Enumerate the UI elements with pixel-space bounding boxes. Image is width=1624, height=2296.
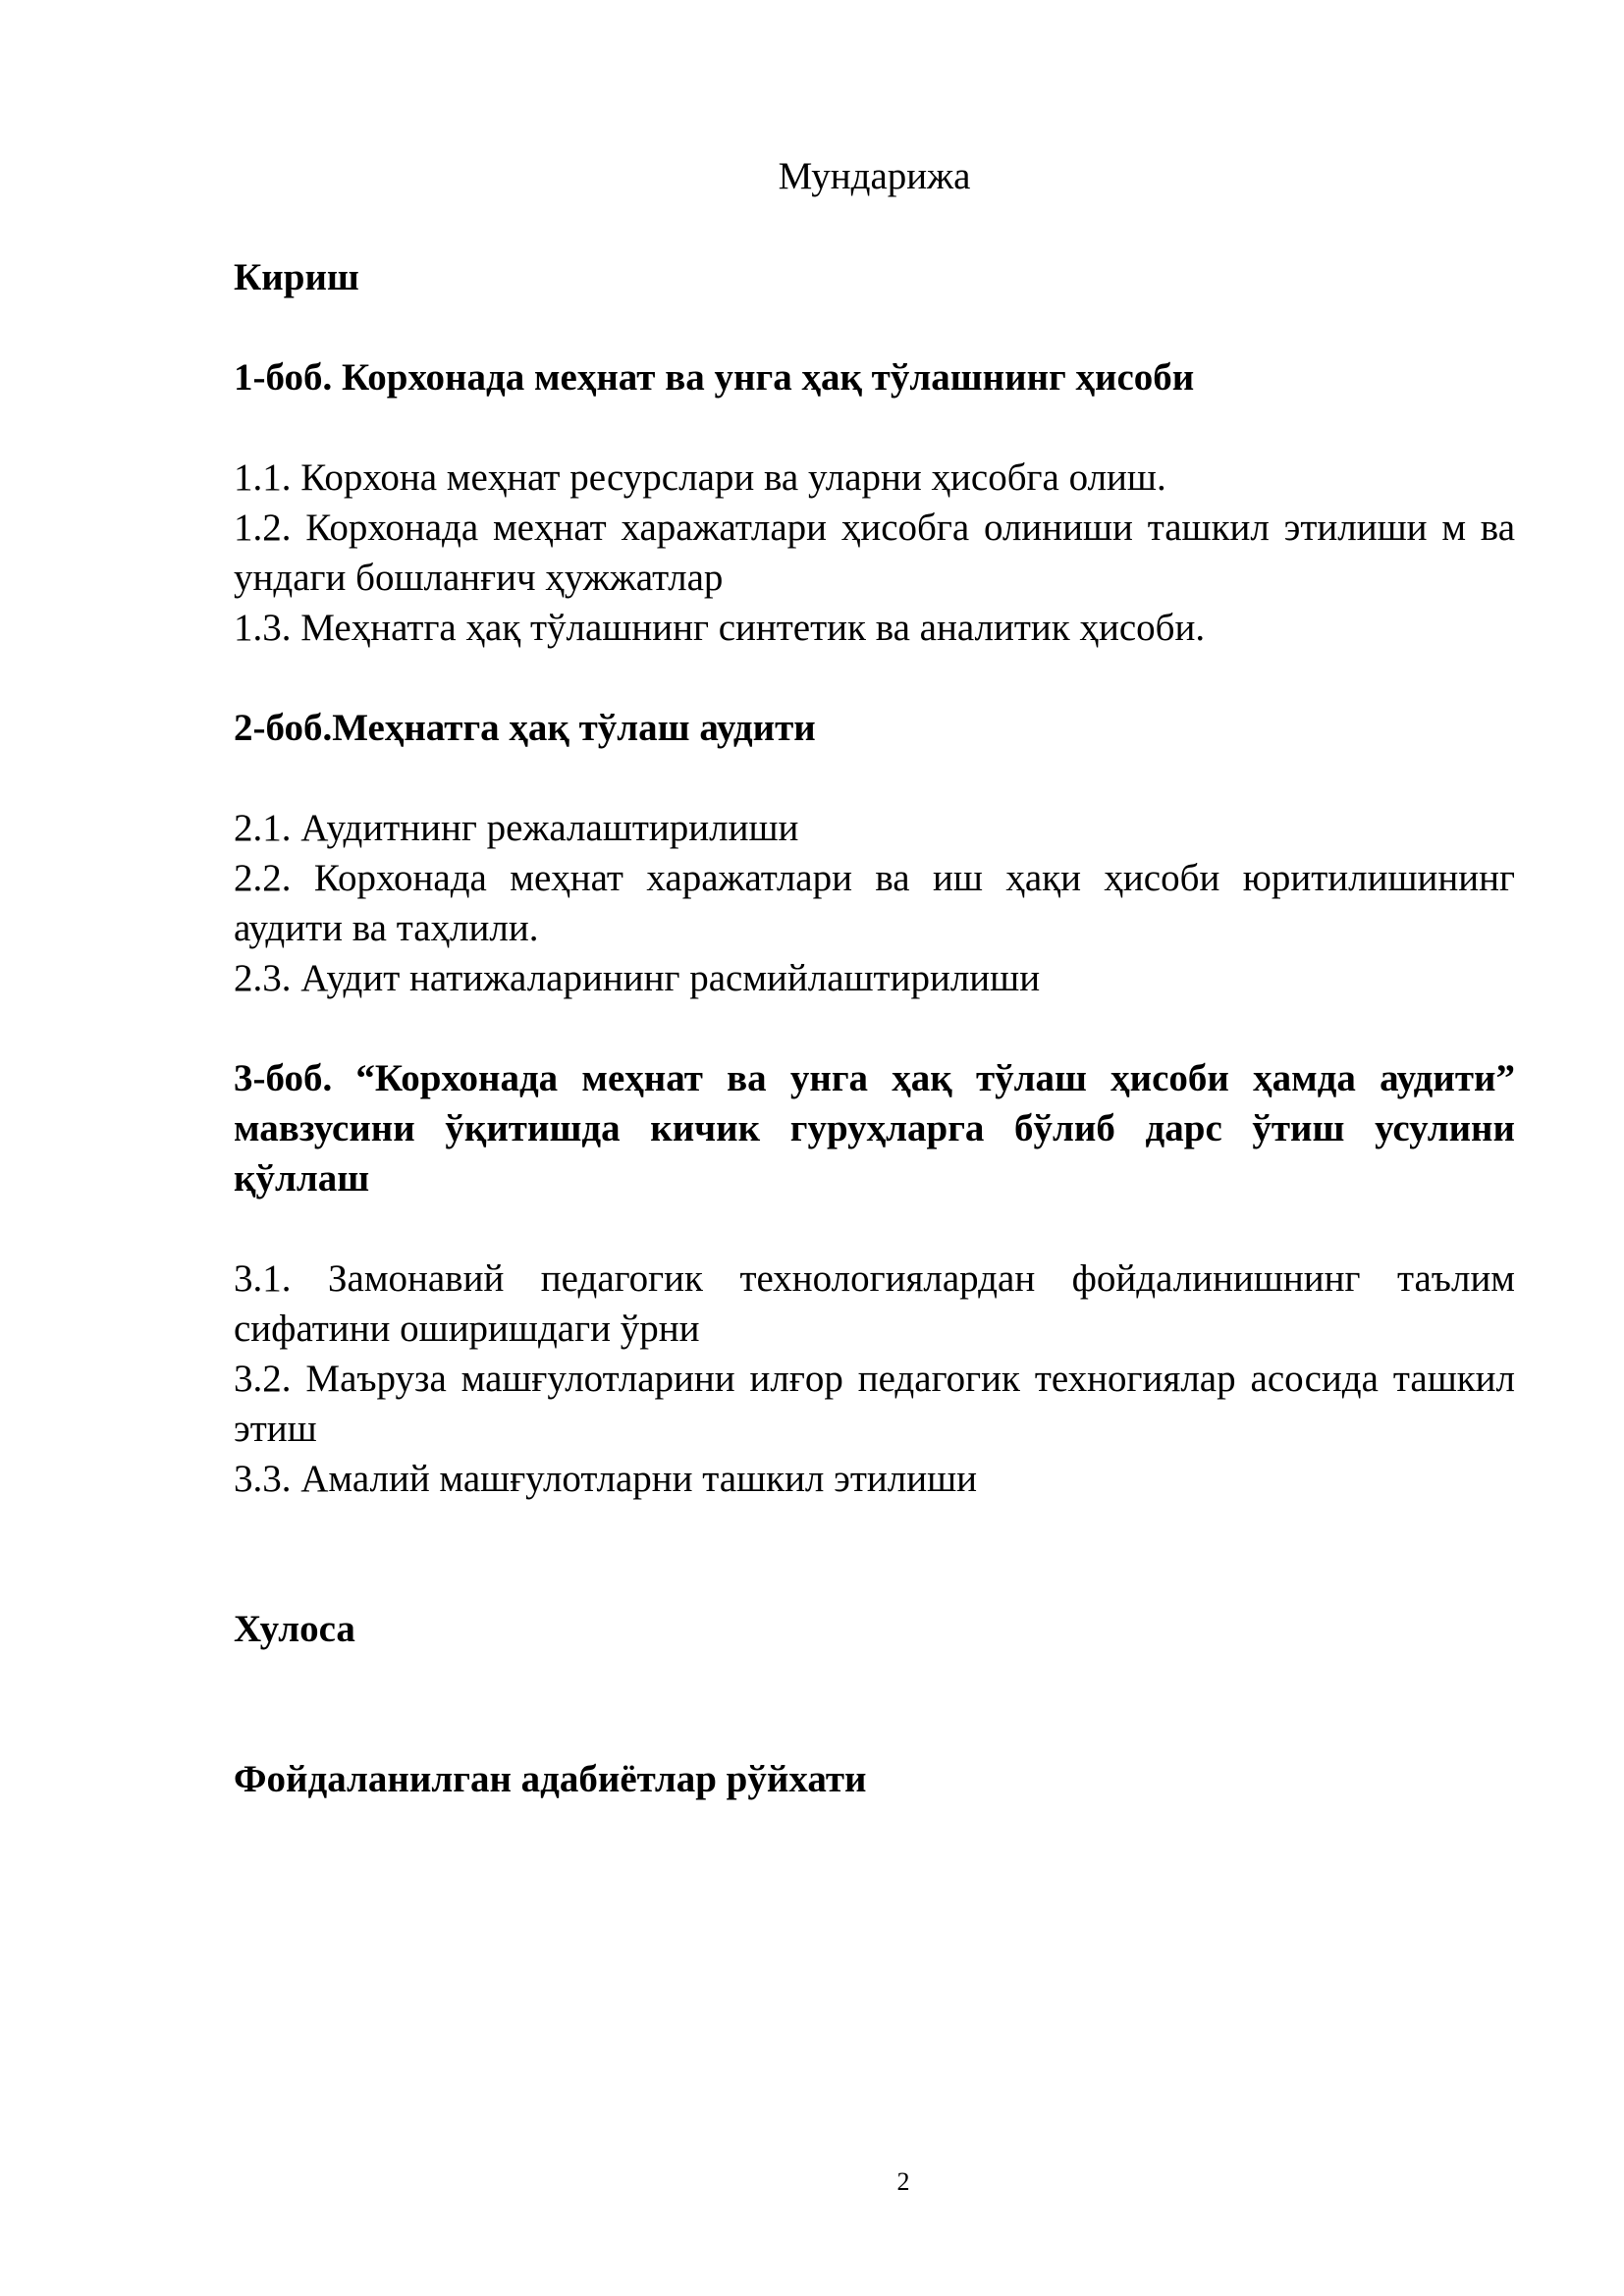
toc-item-3-3: 3.3. Амалий машғулотларни ташкил этилиши	[234, 1458, 978, 1500]
toc-item-1-3: 1.3. Меҳнатга ҳақ тўлашнинг синтетик ва аналитик ҳисоби.	[234, 607, 1206, 649]
spacer	[234, 753, 1515, 803]
spacer	[234, 653, 1515, 703]
chapter-1-heading: 1-боб. Корхонада меҳнат ва унга ҳақ тўлашнинг ҳисоби	[234, 356, 1195, 399]
spacer	[234, 1654, 1515, 1754]
chapter-3-heading: 3-боб. “Корхонада меҳнат ва унга ҳақ тўлаш ҳисоби ҳамда аудити” мавзусини ўқитишда кичик гуруҳларга бўлиб дарс ўтиш усулини қўллаш	[234, 1057, 1515, 1200]
toc-item-1-2: 1.2. Корхонада меҳнат харажатлари ҳисобга олиниши ташкил этилиши м ва ундаги бошланғич ҳужжатлар	[234, 507, 1515, 599]
toc-references: Фойдаланилган адабиётлар рўйхати	[234, 1758, 867, 1800]
spacer	[234, 1203, 1515, 1254]
page-title: Мундарижа	[778, 155, 971, 197]
spacer	[234, 302, 1515, 352]
toc-introduction: Кириш	[234, 256, 359, 298]
spacer	[234, 1003, 1515, 1053]
spacer	[234, 201, 1515, 252]
page-number: 2	[896, 2167, 910, 2196]
toc-item-2-2: 2.2. Корхонада меҳнат харажатлари ва иш ҳақи ҳисоби юритилишининг аудити ва таҳлили.	[234, 857, 1515, 949]
toc-item-3-2: 3.2. Маъруза машғулотларини илғор педагогик техногиялар асосида ташкил этиш	[234, 1358, 1515, 1450]
toc-item-2-1: 2.1. Аудитнинг режалаштирилиши	[234, 807, 799, 849]
table-of-contents	[234, 152, 1515, 1804]
spacer	[234, 402, 1515, 453]
spacer	[234, 1504, 1515, 1604]
toc-item-3-1: 3.1. Замонавий педагогик технологиялардан фойдалинишнинг таълим сифатини оширишдаги ўрни	[234, 1257, 1515, 1350]
chapter-2-heading: 2-боб.Меҳнатга ҳақ тўлаш аудити	[234, 707, 816, 749]
toc-item-1-1: 1.1. Корхона меҳнат ресурслари ва уларни ҳисобга олиш.	[234, 456, 1166, 499]
toc-conclusion: Хулоса	[234, 1608, 355, 1650]
toc-item-2-3: 2.3. Аудит натижаларининг расмийлаштирилиши	[234, 957, 1041, 999]
